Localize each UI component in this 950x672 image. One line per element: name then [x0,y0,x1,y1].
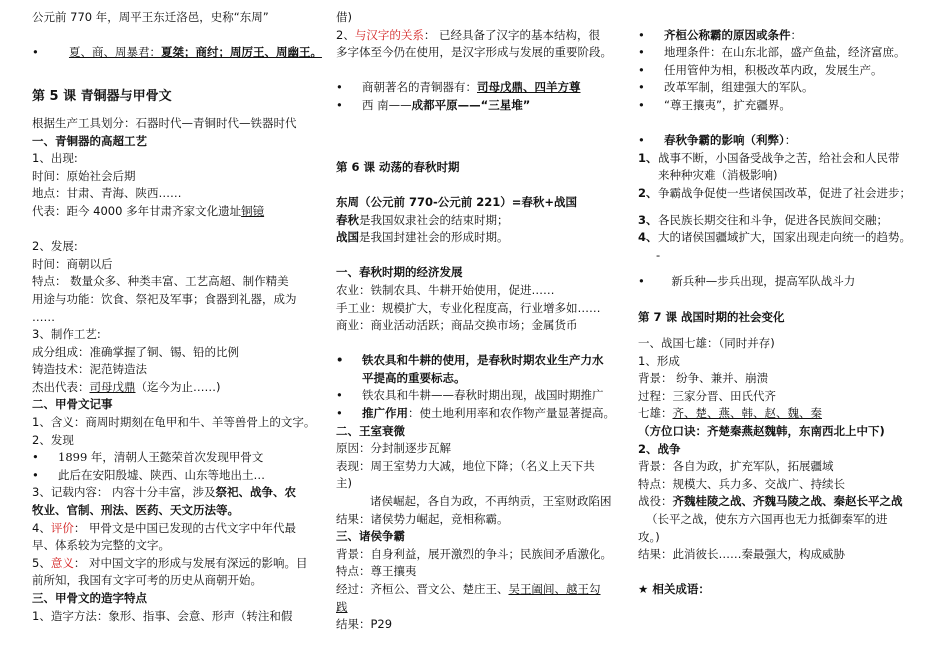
text-line: …… [32,309,55,324]
text-line [336,212,624,230]
text-span: 推广作用 [362,406,408,421]
text-span: 齐、楚、燕、韩、赵、魏、秦 [672,406,822,421]
text-line: （长平之战，使东方六国再也无力抵御秦军的进 [646,512,888,527]
item-number: 4、 [638,230,658,245]
text-span: ： 已经具备了汉字的基本结构，很 [423,27,600,42]
text-span: 西 南—— [362,97,412,112]
text-line [32,484,324,502]
text-span: 代表：距今 4000 多年甘肃齐家文化遗址 [32,203,242,218]
text-line: 表现：周王室势力大减，地位下降；（名义上天下共 [336,458,595,473]
text-line: 结果：P29 [336,617,393,632]
section-heading: 二、甲骨文记事 [32,397,113,412]
text-line: 特点： 数量众多、种类丰富、工艺高超、制作精美 [32,274,289,289]
text-line [32,203,324,221]
text-line: 诸侯崛起，各自为政，不再纳贡，王室财政陷困 [370,494,612,509]
text-span: 夏、商、周暴君： [68,45,161,60]
section-heading: 三、甲骨文的造字特点 [32,591,147,605]
text-line: 时间：原始社会后期 [32,168,136,183]
column-right [638,0,930,672]
text-line: （方位口诀：齐楚秦燕赵魏韩，东南西北上中下) [638,424,885,439]
bullet-item [638,27,930,45]
bullet-item [32,44,324,62]
label-evaluation: 评价 [50,520,74,535]
text-line: 根据生产工具划分：石器时代—青铜时代—铁器时代 [32,115,297,130]
text-span: 成都平原——“三星堆” [411,97,531,112]
text-line: 2、发现 [32,432,74,447]
text-span: （迄今为止……) [135,379,221,394]
text-line: 2、发展: [32,239,78,254]
bullet-item [336,405,624,423]
numbered-item [638,229,930,247]
text-span: 各民族长期交往和斗争，促进各民族间交融； [658,212,888,227]
text-span: 七雄： [638,406,673,421]
text-span: 吴王阖闾、越王勾 [508,582,601,596]
text-line: 公元前 770 年，周平王东迁洛邑，史称“东周” [32,10,269,24]
text-span: 战国 [336,230,359,245]
text-line: 1、出现: [32,151,78,166]
text-line: 时间：商朝以后 [32,256,113,271]
bullet-item: • 铁农具和牛耕的使用，是春秋时期农业生产力水 [336,352,624,370]
text-span: 齐魏桂陵之战、齐魏马陵之战、秦赵长平之战 [672,494,903,509]
text-line: 背景： 纷争、兼并、崩溃 [638,371,769,386]
section-heading: 2、战争 [638,441,681,456]
text-span: 2、 [336,27,355,42]
text-span: 祭祀、战争、农 [215,485,296,500]
text-span: ： 对中国文字的形成与发展有深远的影响。目 [73,555,308,570]
text-line: 践 [336,599,348,614]
text-span: ： [784,133,797,148]
text-line: 特点：尊王攘夷 [336,564,417,579]
text-span: 争霸战争促使一些诸侯国改革，促进了社会进步； [658,185,911,200]
text-line [32,520,324,538]
lesson-title: 第 7 课 战国时期的社会变化 [638,309,785,324]
text-line: 主) [336,476,352,491]
section-heading: 三、诸侯争霸 [336,529,405,544]
label-relation: 与汉字的关系 [354,27,424,42]
text-span: 春秋争霸的影响（利弊） [664,133,785,148]
text-span: 夏桀；商纣；周厉王、周幽王。 [160,45,322,60]
text-span: 4、 [32,520,51,535]
text-line: 牧业、官制、刑法、医药、天文历法等。 [32,503,239,518]
text-line: 农业：铁制农具、牛耕开始使用，促进…… [336,282,555,297]
text-line: 前所知，我国有文字可考的历史从商朝开始。 [32,573,262,588]
text-line: 结果：此消彼长……秦最强大，构成威胁 [638,547,845,562]
text-line: 铸造技术：泥范铸造法 [32,362,147,377]
numbered-item [638,185,930,203]
text-line: 来种种灾难（消极影响) [658,168,778,183]
text-line: 攻。) [638,529,660,544]
text-span: 春秋 [336,212,359,227]
numbered-item [638,212,930,230]
bullet-item: • 此后在安阳殷墟、陕西、山东等地出土… [32,467,324,485]
text-line: 用途与功能：饮食、祭祀及军事；食器到礼器，成为 [32,291,297,306]
text-line: 背景：自身利益，展开激烈的争斗；民族间矛盾激化。 [336,546,612,561]
text-line: 特点：规模大、兵力多、交战广、持续长 [638,476,845,491]
bullet-item [638,273,930,291]
text-span: 3、记载内容： 内容十分丰富，涉及 [32,485,216,500]
text-span: 商朝著名的青铜器有： [362,80,477,95]
text-span: 战役： [638,494,673,509]
bullet-item: • “尊王攘夷”，扩充疆界。 [638,97,930,115]
text-span: 5、 [32,555,51,570]
text-line: 地点：甘肃、青海、陕西…… [32,186,182,201]
text-span: 杰出代表： [32,379,90,394]
text-line: 成分组成：准确掌握了铜、锡、铅的比例 [32,344,239,359]
bullet-item: • 1899 年，清朝人王懿荣首次发现甲骨文 [32,449,324,467]
column-left [32,0,324,672]
item-number: 3、 [638,212,658,227]
text-line: ★ 相关成语： [638,582,710,597]
bullet-item [336,97,624,115]
text-line: 多字体至今仍在使用，是汉字形成与发展的重要阶段。 [336,45,612,60]
bullet-item [638,132,930,150]
text-span: 齐桓公称霸的原因或条件 [664,27,791,42]
text-line: 1、造字方法：象形、指事、会意、形声（转注和假 [32,608,293,623]
bullet-item: • 任用管仲为相，积极改革内政，发展生产。 [638,62,930,80]
text-line: 平提高的重要标志。 [362,370,466,385]
text-line [32,379,324,397]
text-line: 商业：商业活动活跃；商品交换市场；金属货币 [336,318,578,333]
lesson-title: 第 5 课 青铜器与甲骨文 [32,89,172,105]
label-significance: 意义 [50,555,74,570]
text-line: 过程：三家分晋、田氏代齐 [638,388,776,403]
lesson-title: 第 6 课 动荡的春秋时期 [336,159,460,174]
text-line: 1、含义：商周时期刻在龟甲和牛、羊等兽骨上的文字。 [32,415,316,430]
text-span: 是我国封建社会的形成时期。 [359,230,509,245]
text-line [336,27,624,45]
text-line: 结果：诸侯势力崛起，竞相称霸。 [336,511,509,526]
column-middle [336,0,624,672]
text-line: 原因：分封制逐步瓦解 [336,441,451,456]
text-line [638,493,930,511]
text-line: 3、制作工艺: [32,327,101,342]
text-span: 经过：齐桓公、晋文公、楚庄王、 [336,582,509,596]
text-span: 是我国奴隶社会的结束时期； [359,212,509,227]
text-line: 东周（公元前 770-公元前 221）=春秋+战国 [336,194,578,209]
text-span: 大的诸侯国疆域扩大，国家出现走向统一的趋势。 [658,230,911,245]
text-line [336,229,624,247]
bullet-item: • 铁农具和牛耕——春秋时期出现，战国时期推广 [336,387,624,405]
text-line: - [656,247,661,262]
text-span: ： [790,27,802,42]
text-line: 1、形成 [638,353,680,368]
text-span: ： 甲骨文是中国已发现的古代文字中年代最 [73,520,296,535]
section-heading: 一、青铜器的高超工艺 [32,133,147,148]
bullet-item: • 地理条件：在山东北部，盛产鱼盐，经济富庶。 [638,44,930,62]
section-heading: 二、王室衰微 [336,423,405,438]
text-line: 借) [336,10,352,24]
bullet-item [336,79,624,97]
item-number: 1、 [638,150,658,165]
text-line [638,405,930,423]
text-span: 战事不断，小国备受战争之苦，给社会和人民带 [658,150,900,165]
text-line: 手工业：规模扩大，专业化程度高，行业增多如…… [336,300,601,315]
text-line: 背景：各自为政，扩充军队，拓展疆域 [638,459,834,474]
text-line [336,581,624,599]
item-number: 2、 [638,185,658,200]
text-span: 新兵种—步兵出现，提高军队战斗力 [671,274,856,289]
text-span: 铜镜 [241,203,265,218]
text-line: 一、战国七雄：（同时并存) [638,336,775,351]
text-line [32,555,324,573]
bullet-item: • 改革军制，组建强大的军队。 [638,79,930,97]
section-heading: 一、春秋时期的经济发展 [336,265,463,280]
text-span: ：使土地利用率和农作物产量显著提高。 [408,406,615,421]
text-line: 早、体系较为完整的文字。 [32,538,170,553]
numbered-item [638,150,930,168]
text-span: 司母戊鼎、四羊方尊 [477,80,581,95]
text-span: 司母戊鼎 [89,379,136,394]
